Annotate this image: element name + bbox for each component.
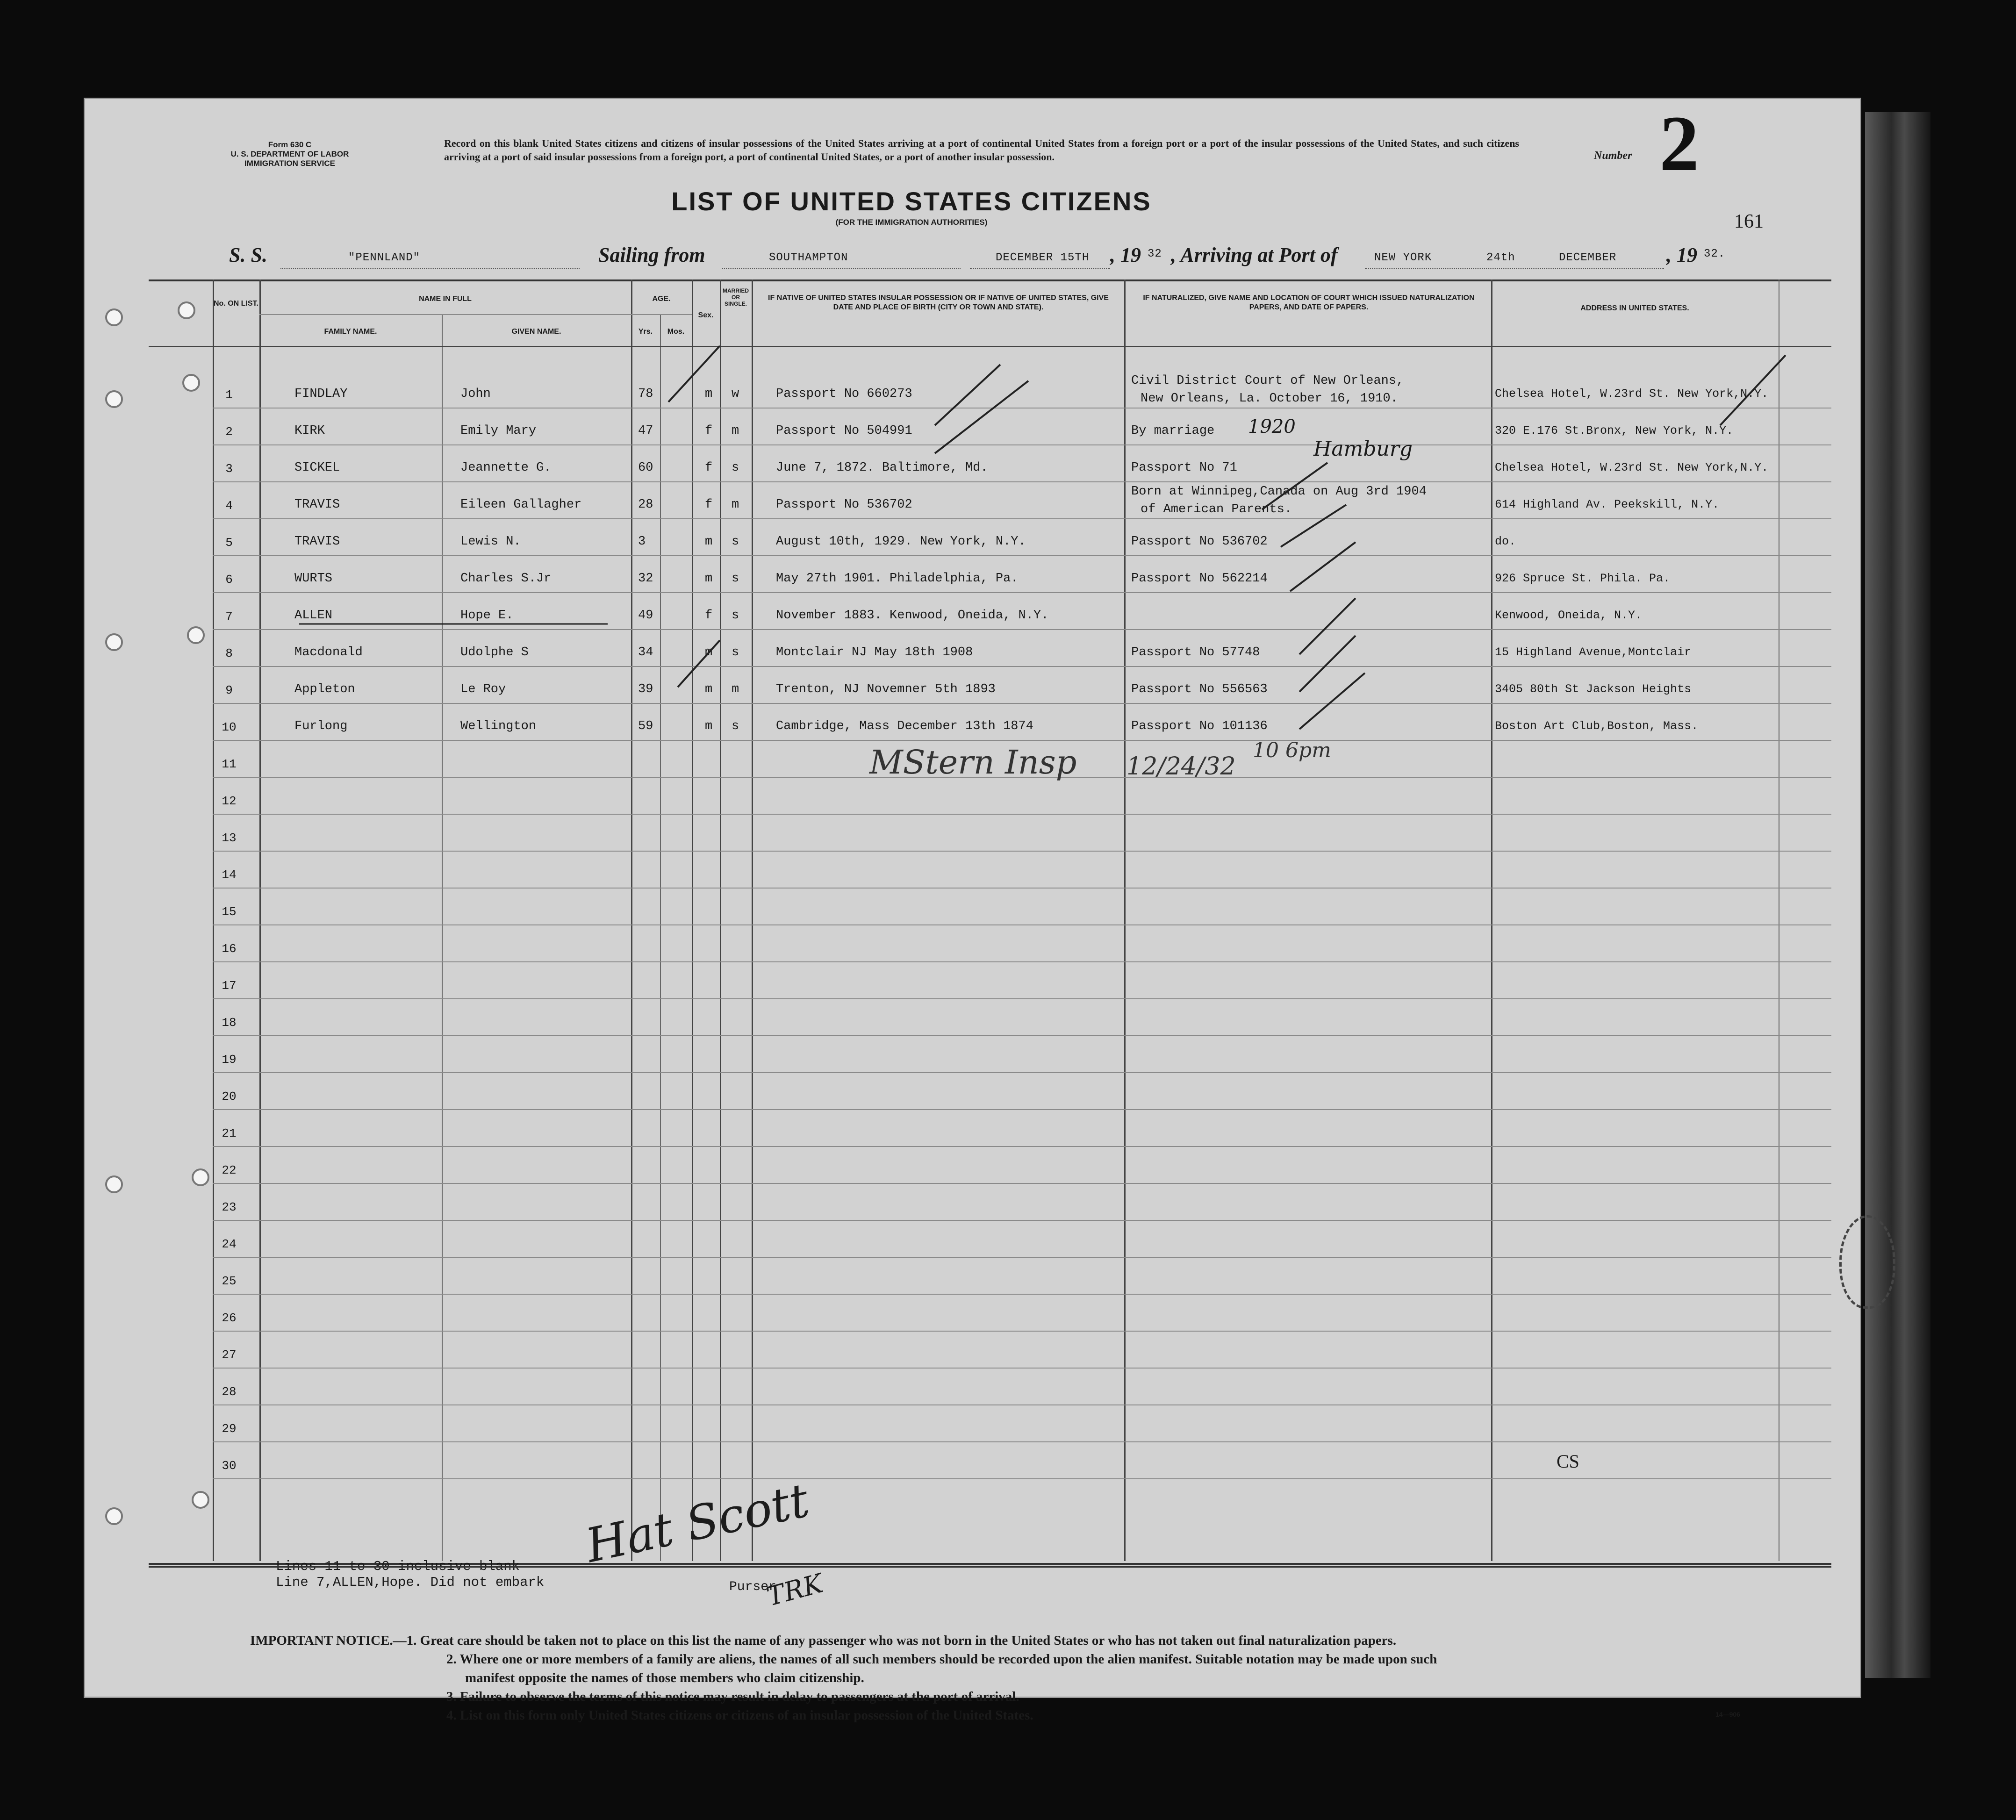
check-mark — [1299, 636, 1356, 692]
sailing-label: Sailing from — [598, 244, 705, 266]
purser-label: Purser — [729, 1580, 776, 1594]
family-name: SICKEL — [294, 461, 340, 475]
address: do. — [1495, 535, 1516, 548]
marital-status: s — [732, 572, 739, 586]
sex: f — [705, 498, 713, 512]
arrival-day: 24th — [1486, 251, 1515, 264]
check-mark — [1262, 463, 1327, 509]
row-number: 5 — [225, 536, 233, 550]
naturalization-info: By marriage — [1131, 424, 1215, 438]
row-number: 11 — [222, 757, 237, 771]
birth-info: Trenton, NJ Novemner 5th 1893 — [776, 682, 996, 696]
address: Chelsea Hotel, W.23rd St. New York,N.Y. — [1495, 461, 1769, 474]
col-header-birth: IF NATIVE OF UNITED STATES INSULAR POSSESSION OR IF NATIVE OF UNITED STATES, GIVE DATE AND PLACE OF BIRTH (CITY OR TOWN AND STATE). — [768, 294, 1109, 311]
row-number: 15 — [222, 905, 237, 919]
row-number: 8 — [225, 646, 233, 660]
footer-rule — [149, 1566, 1831, 1568]
age-years: 32 — [638, 572, 653, 586]
col-header-sex: Sex. — [698, 311, 714, 319]
row-number: 26 — [222, 1311, 237, 1325]
arrive-year-prefix: , 19 — [1666, 244, 1697, 266]
family-name: Furlong — [294, 719, 348, 733]
row-number: 22 — [222, 1163, 237, 1177]
row-number: 23 — [222, 1200, 237, 1214]
row-number: 6 — [225, 573, 233, 587]
age-years: 78 — [638, 387, 653, 401]
given-name: John — [460, 387, 491, 401]
col-header-no: No. ON LIST. — [214, 300, 258, 308]
check-mark — [678, 640, 720, 687]
given-name: Eileen Gallagher — [460, 498, 582, 512]
family-name: KIRK — [294, 424, 325, 438]
inspector-signature: MStern Insp — [869, 743, 1077, 781]
check-mark — [935, 365, 1000, 425]
age-years: 47 — [638, 424, 653, 438]
birth-info: Passport No 660273 — [776, 387, 912, 401]
age-years: 60 — [638, 461, 653, 475]
notice-item-2: 2. Where one or more members of a family are aliens, the names of all such members should be recorded upon the alien manifest. Suitable notation may be made upon such — [446, 1652, 1437, 1667]
naturalization-info: Passport No 57748 — [1131, 645, 1260, 659]
notice-item-2-cont: manifest opposite the names of those members who claim citizenship. — [465, 1670, 864, 1685]
age-years: 39 — [638, 682, 653, 696]
birth-info: Montclair NJ May 18th 1908 — [776, 645, 973, 659]
marital-status: m — [732, 682, 739, 696]
given-name: Le Roy — [460, 682, 506, 696]
important-notice — [250, 1631, 1821, 1725]
naturalization-info: Passport No 562214 — [1131, 572, 1268, 586]
sex: m — [705, 645, 713, 659]
row-number: 9 — [225, 683, 233, 697]
marital-status: w — [732, 387, 739, 401]
check-mark — [1281, 505, 1346, 547]
col-header-name: NAME IN FULL — [419, 295, 472, 303]
row-number: 7 — [225, 609, 233, 623]
family-name: TRAVIS — [294, 498, 340, 512]
sailing-from: SOUTHAMPTON — [769, 251, 848, 264]
notice-item-1: —1. Great care should be taken not to place on this list the name of any passenger who was not born in the United States or who has not taken out final naturalization papers. — [393, 1633, 1397, 1648]
purser-signature: Hat Scott — [581, 1472, 814, 1574]
birth-info: August 10th, 1929. New York, N.Y. — [776, 535, 1026, 549]
row-number: 2 — [225, 425, 233, 439]
row-number: 25 — [222, 1274, 237, 1288]
birth-info: Passport No 536702 — [776, 498, 912, 512]
arrive-year-prefix-text: 19 — [1677, 244, 1697, 266]
notice-label: IMPORTANT NOTICE. — [250, 1633, 393, 1648]
marital-status: s — [732, 719, 739, 733]
row-number: 29 — [222, 1422, 237, 1436]
birth-info: May 27th 1901. Philadelphia, Pa. — [776, 572, 1019, 586]
arrival-port: NEW YORK — [1374, 251, 1432, 264]
marital-status: m — [732, 424, 739, 438]
row-number: 30 — [222, 1459, 237, 1473]
row-number: 18 — [222, 1016, 237, 1030]
service-name: IMMIGRATION SERVICE — [244, 159, 335, 168]
inspector-time: 10 6pm — [1253, 738, 1331, 762]
given-name: Udolphe S — [460, 645, 529, 659]
row-number: 1 — [225, 388, 233, 402]
given-name: Wellington — [460, 719, 537, 733]
row-number: 14 — [222, 868, 237, 882]
sex: f — [705, 461, 713, 475]
footer-notes — [276, 1559, 544, 1591]
note-did-not-embark: Line 7,ALLEN,Hope. Did not embark — [276, 1575, 545, 1590]
address: 320 E.176 St.Bronx, New York, N.Y. — [1495, 424, 1734, 437]
sex: m — [705, 387, 713, 401]
list-number: 2 — [1659, 100, 1699, 187]
marital-status: s — [732, 609, 739, 623]
family-name: FINDLAY — [294, 387, 348, 401]
naturalization-info: Passport No 71 — [1131, 461, 1237, 475]
marital-status: m — [732, 498, 739, 512]
col-header-address: ADDRESS IN UNITED STATES. — [1580, 304, 1689, 312]
sex: m — [705, 719, 713, 733]
record-instructions: Record on this blank United States citizens and citizens of insular possessions of the United States arriving at a port of continental United States from a foreign port or a port of the insular possessions of the United States, and such citizens arriving at a port of said insular possessions from a foreign port, a port of continental United States, or a port of another insular possession. — [444, 137, 1519, 163]
given-name: Jeannette G. — [460, 461, 552, 475]
form-number: Form 630 C — [268, 140, 312, 149]
arrival-month: DECEMBER — [1559, 251, 1617, 264]
given-name: Emily Mary — [460, 424, 537, 438]
handwritten-year: 1920 — [1248, 416, 1296, 437]
naturalization-info-cont: New Orleans, La. October 16, 1910. — [1141, 392, 1398, 406]
departure-date: DECEMBER 15TH — [996, 251, 1090, 264]
row-number: 17 — [222, 979, 237, 993]
marital-status: s — [732, 645, 739, 659]
col-header-married: MARRIED OR SINGLE. — [723, 287, 749, 307]
check-mark — [1290, 542, 1356, 591]
marital-status: s — [732, 535, 739, 549]
row-number: 21 — [222, 1126, 237, 1140]
naturalization-info-cont: of American Parents. — [1141, 502, 1292, 516]
birth-info: June 7, 1872. Baltimore, Md. — [776, 461, 988, 475]
col-header-family: FAMILY NAME. — [324, 328, 377, 336]
arriving-label-text: Arriving at Port of — [1180, 244, 1338, 266]
family-name: WURTS — [294, 572, 333, 586]
page-subtitle: (FOR THE IMMIGRATION AUTHORITIES) — [835, 218, 988, 227]
naturalization-info: Passport No 101136 — [1131, 719, 1268, 733]
naturalization-info: Born at Winnipeg,Canada on Aug 3rd 1904 — [1131, 485, 1427, 499]
given-name: Lewis N. — [460, 535, 521, 549]
address: 3405 80th St Jackson Heights — [1495, 682, 1692, 696]
department-name: U. S. DEPARTMENT OF LABOR — [230, 150, 349, 158]
family-name: Macdonald — [294, 645, 363, 659]
arrive-year-suffix: 32. — [1704, 248, 1726, 260]
page-number: 161 — [1734, 211, 1764, 232]
check-mark — [1299, 598, 1356, 654]
handwritten-hamburg: Hamburg — [1313, 437, 1413, 461]
given-name: Hope E. — [460, 609, 514, 623]
row-number: 20 — [222, 1089, 237, 1103]
sex: m — [705, 535, 713, 549]
sex: m — [705, 572, 713, 586]
marital-status: s — [732, 461, 739, 475]
family-name: Appleton — [294, 682, 355, 696]
depart-year-prefix-text: 19 — [1120, 244, 1141, 266]
number-label: Number — [1594, 150, 1632, 162]
age-years: 49 — [638, 609, 653, 623]
sex: f — [705, 609, 713, 623]
given-name: Charles S.Jr — [460, 572, 552, 586]
address: Kenwood, Oneida, N.Y. — [1495, 609, 1643, 622]
address: 926 Spruce St. Phila. Pa. — [1495, 572, 1671, 585]
row-number: 27 — [222, 1348, 237, 1362]
col-header-given: GIVEN NAME. — [511, 328, 561, 336]
age-years: 28 — [638, 498, 653, 512]
ss-label: S. S. — [229, 244, 267, 266]
depart-year-prefix: , 19 — [1110, 244, 1141, 266]
naturalization-info: Passport No 536702 — [1131, 535, 1268, 549]
page-title: LIST OF UNITED STATES CITIZENS — [671, 186, 1152, 216]
sex: f — [705, 424, 713, 438]
notice-item-3: 3. Failure to observe the terms of this notice may result in delay to passengers at the port of arrival. — [446, 1689, 1019, 1704]
col-header-naturalized: IF NATURALIZED, GIVE NAME AND LOCATION OF COURT WHICH ISSUED NATURALIZATION PAPERS, AND DATE OF PAPERS. — [1143, 294, 1475, 311]
handwritten-initials: TRK — [763, 1568, 826, 1612]
age-years: 34 — [638, 645, 653, 659]
family-name: ALLEN — [294, 609, 333, 623]
note-blank-lines: Lines 11 to 30 inclusive blank — [276, 1559, 520, 1574]
row-number: 16 — [222, 942, 237, 956]
address: 15 Highland Avenue,Montclair — [1495, 645, 1692, 659]
arriving-label: , Arriving at Port of — [1171, 244, 1338, 266]
naturalization-info: Civil District Court of New Orleans, — [1131, 374, 1404, 388]
row-number: 24 — [222, 1237, 237, 1251]
check-mark — [668, 346, 720, 402]
age-years: 3 — [638, 535, 646, 549]
row-number: 19 — [222, 1053, 237, 1067]
row-number: 3 — [225, 462, 233, 476]
address: Boston Art Club,Boston, Mass. — [1495, 719, 1699, 733]
row-number: 4 — [225, 499, 233, 513]
row-number: 10 — [222, 720, 237, 734]
sex: m — [705, 682, 713, 696]
row-number: 13 — [222, 831, 237, 845]
ship-name: "PENNLAND" — [348, 251, 421, 264]
notice-item-4: 4. List on this form only United States citizens or citizens of an insular possession of the United States. — [446, 1708, 1033, 1723]
address: Chelsea Hotel, W.23rd St. New York,N.Y. — [1495, 387, 1769, 401]
check-mark — [935, 381, 1028, 453]
col-header-age: AGE. — [652, 295, 671, 303]
col-header-mos: Mos. — [667, 328, 685, 336]
depart-year-suffix: 32 — [1148, 248, 1162, 260]
col-header-yrs: Yrs. — [638, 328, 653, 336]
birth-info: Passport No 504991 — [776, 424, 912, 438]
birth-info: Cambridge, Mass December 13th 1874 — [776, 719, 1033, 733]
row-number: 12 — [222, 794, 237, 808]
check-mark — [1720, 355, 1786, 425]
birth-info: November 1883. Kenwood, Oneida, N.Y. — [776, 609, 1049, 623]
ink-stamp — [1839, 1215, 1895, 1309]
cs-mark: CS — [1557, 1451, 1579, 1472]
naturalization-info: Passport No 556563 — [1131, 682, 1268, 696]
family-name: TRAVIS — [294, 535, 340, 549]
address: 614 Highland Av. Peekskill, N.Y. — [1495, 498, 1720, 511]
inspector-date: 12/24/32 — [1126, 752, 1236, 781]
row-number: 28 — [222, 1385, 237, 1399]
age-years: 59 — [638, 719, 653, 733]
form-code: 14—906 — [1715, 1711, 1740, 1718]
